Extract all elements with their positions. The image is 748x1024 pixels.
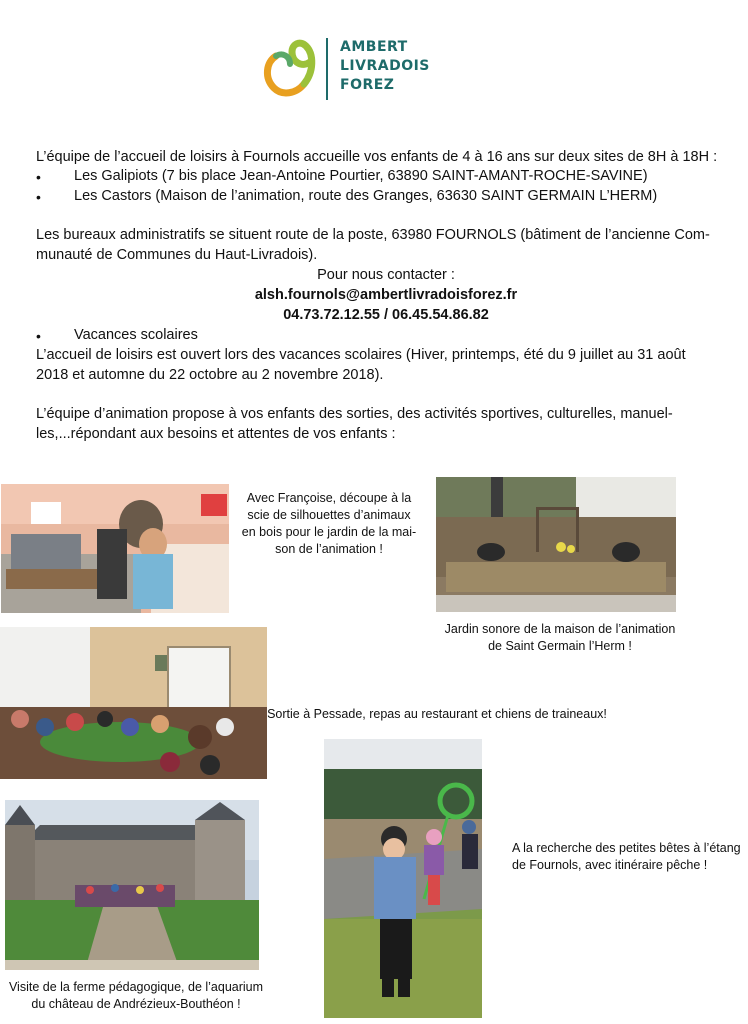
bullet-icon: • bbox=[36, 169, 41, 185]
caption-garden bbox=[430, 621, 690, 655]
photo-workshop bbox=[1, 484, 229, 613]
caption-line: Visite de la ferme pédagogique, de l’aquarium bbox=[8, 980, 264, 994]
logo bbox=[262, 36, 442, 102]
site-galipiots: Les Galipiots (7 bis place Jean-Antoine Pourtier, 63890 SAINT-AMANT-ROCHE-SAVINE) bbox=[74, 168, 648, 184]
caption-line: A la recherche des petites bêtes à l’étang bbox=[512, 841, 741, 855]
holidays-line-2: 2018 et automne du 22 octobre au 2 novembre 2018). bbox=[36, 367, 384, 383]
logo-heart-icon bbox=[262, 38, 320, 100]
team-line-2: les,...répondant aux besoins et attentes de vos enfants : bbox=[36, 426, 396, 442]
caption-line: Avec Françoise, découpe à la bbox=[246, 491, 412, 505]
caption-pessade: Sortie à Pessade, repas au restaurant et chiens de traineaux! bbox=[267, 707, 607, 721]
bullet-icon: • bbox=[36, 189, 41, 205]
caption-pond bbox=[488, 840, 748, 874]
team-line-1: L’équipe d’animation propose à vos enfants des sorties, des activités sportives, culturelles, manuel- bbox=[36, 406, 673, 422]
photo-pessade bbox=[0, 627, 267, 779]
site-castors: Les Castors (Maison de l’animation, route des Granges, 63630 SAINT GERMAIN L’HERM) bbox=[74, 188, 658, 204]
holidays-bullet: Vacances scolaires bbox=[74, 327, 198, 343]
caption-line: son de l’animation ! bbox=[275, 542, 383, 556]
intro-line: L’équipe de l’accueil de loisirs à Fournols accueille vos enfants de 4 à 16 ans sur deux sites de 8H à 18H : bbox=[36, 149, 718, 165]
holidays-line-1: L’accueil de loisirs est ouvert lors des vacances scolaires (Hiver, printemps, été du 9 juillet au 31 août bbox=[36, 347, 686, 363]
caption-line: de Fournols, avec itinéraire pêche ! bbox=[512, 858, 708, 872]
logo-line-3: FOREZ bbox=[340, 77, 395, 93]
logo-line-1: AMBERT bbox=[340, 39, 408, 55]
bullet-icon: • bbox=[36, 328, 41, 344]
photo-castle bbox=[5, 800, 259, 970]
caption-castle bbox=[0, 979, 272, 1013]
caption-line: de Saint Germain l’Herm ! bbox=[488, 639, 632, 653]
caption-line: Jardin sonore de la maison de l’animation bbox=[444, 622, 676, 636]
contact-phones: 04.73.72.12.55 / 06.45.54.86.82 bbox=[283, 307, 489, 323]
caption-line: scie de silhouettes d’animaux bbox=[247, 508, 411, 522]
offices-line-1: Les bureaux administratifs se situent route de la poste, 63980 FOURNOLS (bâtiment de l’ancienne Com- bbox=[36, 227, 710, 243]
caption-line: en bois pour le jardin de la mai- bbox=[241, 525, 417, 539]
logo-line-2: LIVRADOIS bbox=[340, 58, 430, 74]
logo-divider bbox=[326, 38, 328, 100]
offices-line-2: munauté de Communes du Haut-Livradois). bbox=[36, 247, 318, 263]
photo-garden bbox=[436, 477, 676, 612]
caption-workshop bbox=[240, 490, 418, 558]
photo-pond bbox=[324, 739, 482, 1018]
caption-line: du château de Andrézieux-Bouthéon ! bbox=[31, 997, 241, 1011]
contact-label: Pour nous contacter : bbox=[317, 267, 455, 283]
contact-email[interactable]: alsh.fournols@ambertlivradoisforez.fr bbox=[254, 287, 518, 303]
